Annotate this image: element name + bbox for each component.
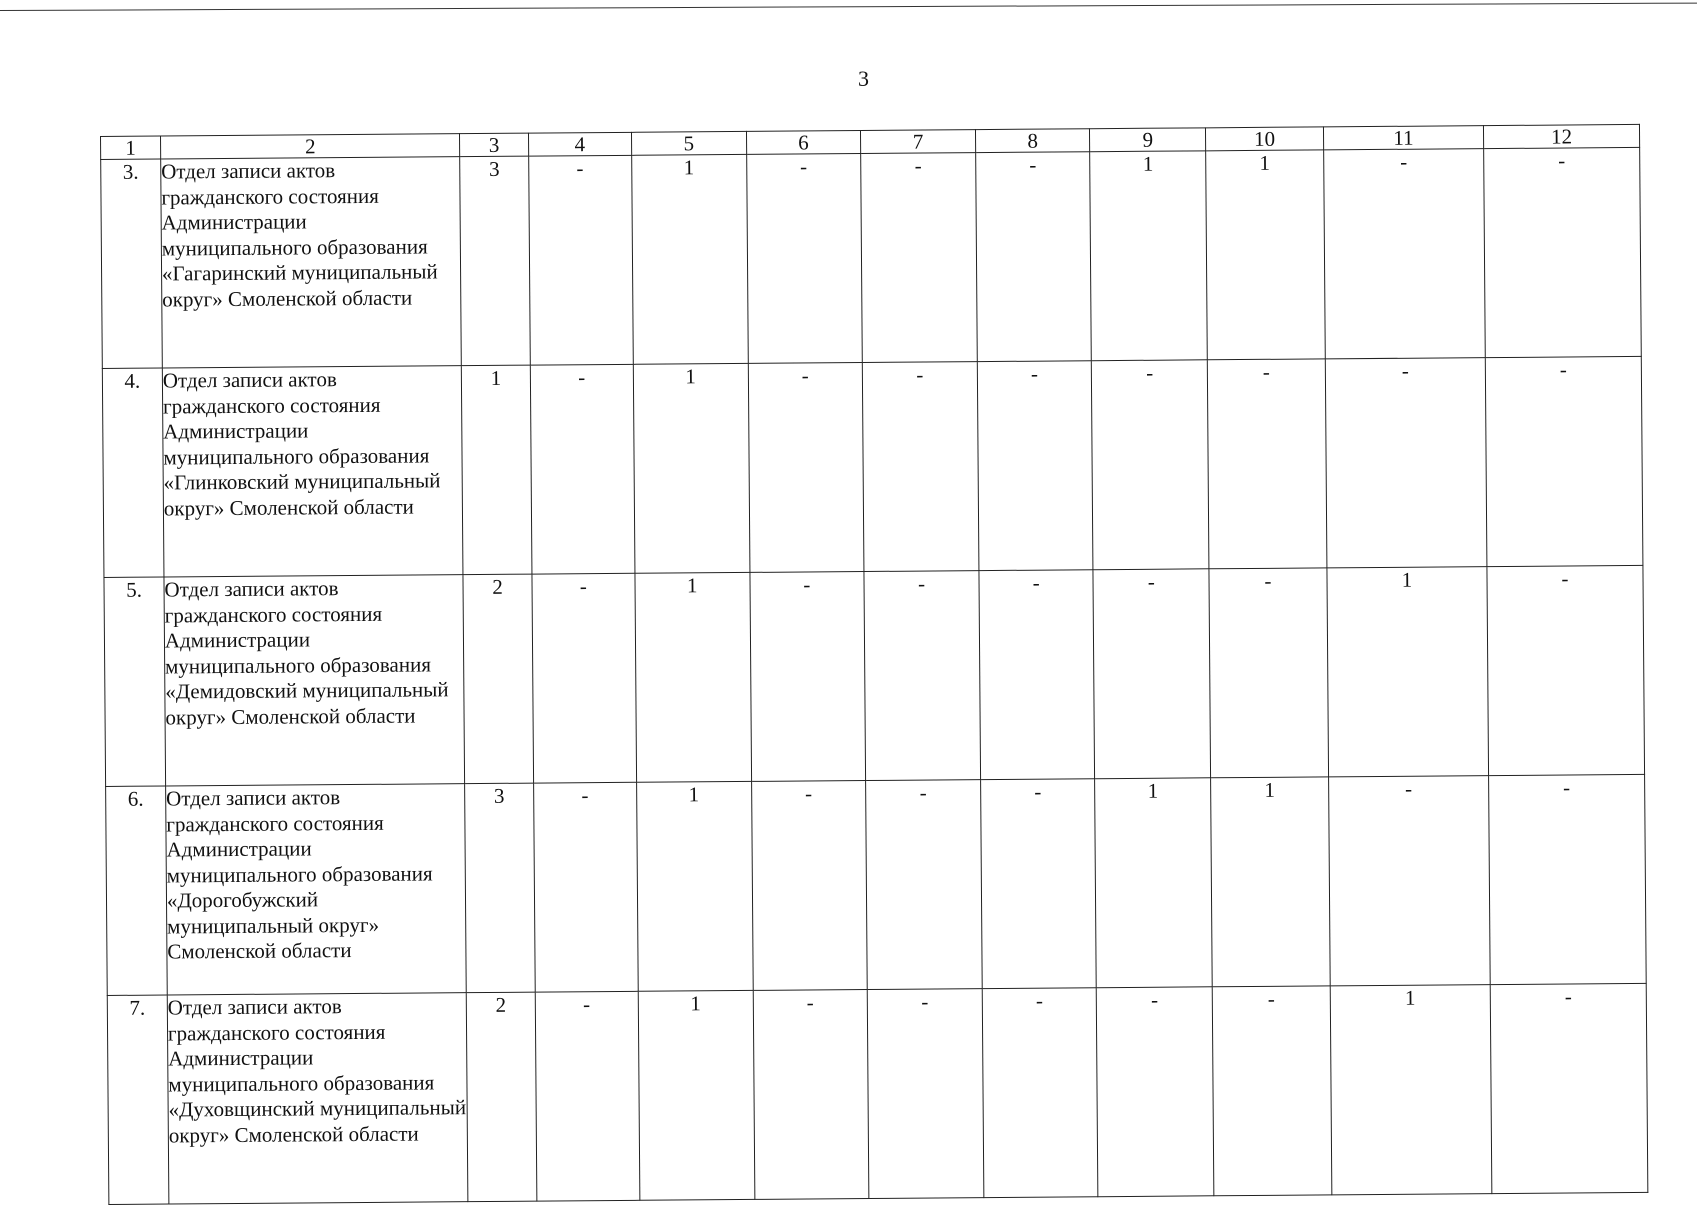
table-cell: - [1489,774,1647,984]
column-header: 1 [101,136,161,159]
table-cell: - [1092,360,1209,570]
table-cell: 1 [636,781,752,991]
table-cell: - [862,362,978,572]
column-header: 6 [746,131,861,155]
column-header: 12 [1483,124,1639,148]
table-cell: 3 [460,156,530,366]
table-cell: - [866,780,982,990]
table-cell: - [1487,565,1645,775]
table-cell: - [979,570,1095,780]
table-cell: 1 [1095,778,1212,988]
row-number: 7. [107,995,169,1204]
column-header: 7 [861,130,976,154]
table-cell: - [864,571,980,781]
table-cell: - [977,361,1093,571]
table-cell: 1 [1206,150,1325,360]
table-cell: - [1212,986,1331,1196]
page-number: 3 [858,66,869,91]
column-header: 11 [1323,126,1483,150]
data-table [100,124,1648,1205]
table-cell: - [530,364,635,574]
table-cell: - [1490,983,1648,1193]
table-cell: - [982,988,1098,1198]
table-cell: - [1207,359,1326,569]
table-cell: - [1209,568,1328,778]
table-container [100,124,1648,1205]
table-cell: - [861,153,977,363]
table-cell: - [1328,776,1490,986]
table-cell: - [980,779,1096,989]
table-cell: - [867,989,983,1199]
department-name: Отдел записи актов гражданского состояния Администрации муниципального образования «Глинковский муниципальный округ» Смоленской области [162,366,463,577]
column-header: 2 [160,134,460,159]
table-cell: 3 [465,783,535,993]
table-cell: 1 [633,363,749,573]
table-row [107,983,1648,1204]
column-header: 10 [1206,127,1324,151]
table-cell: 1 [638,990,754,1200]
table-cell: - [532,573,637,783]
table-cell: - [1485,356,1643,566]
table-cell: - [746,154,862,364]
department-name: Отдел записи актов гражданского состояния Администрации муниципального образования «Дорогобужский муниципальный округ» Смоленской области [166,784,467,995]
row-number: 6. [106,786,168,995]
department-name: Отдел записи актов гражданского состояния Администрации муниципального образования «Демидовский муниципальный округ» Смоленской области [164,575,465,786]
table-cell: 1 [635,572,751,782]
table-cell: 1 [1211,777,1330,987]
table-cell: - [528,155,633,365]
column-header: 5 [631,131,746,155]
table-cell: 1 [632,154,748,364]
table-cell: - [1093,569,1210,779]
row-number: 4. [102,368,164,577]
table-cell: - [535,991,640,1201]
table-cell: - [1323,149,1485,359]
column-header: 3 [460,133,528,157]
table-cell: - [1325,358,1487,568]
table-cell: - [751,781,867,991]
row-number: 3. [101,159,163,368]
top-rule [0,3,1697,11]
table-cell: - [753,989,869,1199]
table-cell: - [1484,147,1642,357]
column-header: 4 [528,132,631,156]
table-cell: - [975,152,1091,362]
table-row [106,774,1647,995]
department-name: Отдел записи актов гражданского состояния Администрации муниципального образования «Гагаринский муниципальный округ» Смоленской области [161,157,462,368]
column-header: 8 [975,129,1090,153]
department-name: Отдел записи актов гражданского состояния Администрации муниципального образования «Духовщинский муниципальный округ» Смоленской области [167,993,468,1204]
table-row [104,565,1645,786]
table-cell: - [1097,987,1214,1197]
column-header: 9 [1090,128,1206,152]
table-cell: 1 [1330,985,1492,1195]
table-cell: 1 [462,365,532,575]
table-row [102,356,1643,577]
table-cell: - [533,782,638,992]
table-cell: 1 [1090,151,1207,361]
table-cell: 2 [467,992,537,1202]
table-cell: 1 [1327,567,1489,777]
row-number: 5. [104,577,166,786]
table-cell: - [749,572,865,782]
table-cell: 2 [463,574,533,784]
table-row [101,147,1642,368]
table-cell: - [748,363,864,573]
